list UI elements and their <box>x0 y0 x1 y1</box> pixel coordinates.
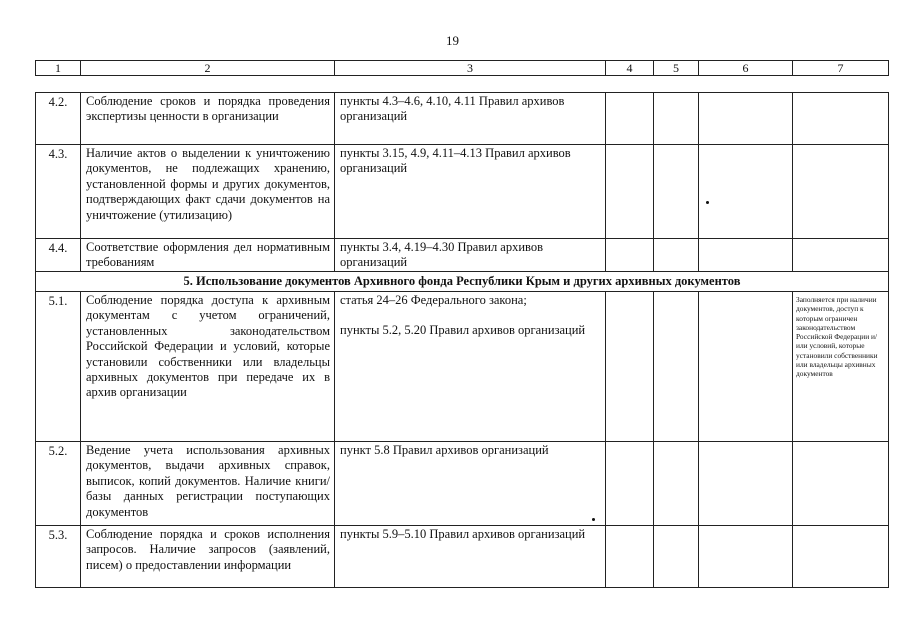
header-col-7: 7 <box>793 61 889 76</box>
blank-cell <box>699 292 793 442</box>
row-number: 5.2. <box>36 442 81 526</box>
scan-speck <box>592 518 595 521</box>
table-row <box>36 93 889 145</box>
reference-cell <box>335 442 606 526</box>
table-row <box>36 526 889 588</box>
page-number: 19 <box>446 33 459 48</box>
table-row <box>36 292 889 442</box>
row-number: 5.1. <box>36 292 81 442</box>
reference-text: пункты 3.4, 4.19–4.30 Правил архивов организаций <box>340 240 544 270</box>
table-row <box>36 442 889 526</box>
header-col-1: 1 <box>36 61 81 76</box>
reference-cell <box>335 292 606 442</box>
section-row <box>36 272 889 292</box>
row-number: 4.3. <box>36 145 81 239</box>
reference-cell <box>335 526 606 588</box>
blank-cell <box>654 292 699 442</box>
blank-cell <box>654 93 699 145</box>
blank-cell <box>606 239 654 272</box>
reference-text: пункты 5.2, 5.20 Правил архивов организаций <box>340 323 586 338</box>
reference-cell <box>335 239 606 272</box>
table-row <box>36 239 889 272</box>
blank-cell <box>654 239 699 272</box>
blank-cell <box>606 292 654 442</box>
requirement-text: Соблюдение порядка доступа к архивным документам с учетом ограничений, установленных законодательством Российской Федерации и условий, которые установили собственники или владельцы архивных документов при передаче их в архив организации <box>81 292 335 442</box>
row-number: 4.2. <box>36 93 81 145</box>
blank-cell <box>606 526 654 588</box>
blank-cell <box>793 526 889 588</box>
note-text: Заполняется при наличии документов, доступ к которым ограничен законодательством Российской Федерации и/или условий, которые установили собственники или владельцы архивных документов <box>793 292 889 442</box>
requirement-text: Наличие актов о выделении к уничтожению документов, не подлежащих хранению, установленной формы и других документов, подтверждающих факт сдачи документов на уничтожение (утилизацию) <box>81 145 335 239</box>
reference-text: пункты 4.3–4.6, 4.10, 4.11 Правил архивов организаций <box>340 94 565 124</box>
blank-cell <box>699 239 793 272</box>
reference-text: пункт 5.8 Правил архивов организаций <box>340 443 549 457</box>
row-number: 4.4. <box>36 239 81 272</box>
row-number: 5.3. <box>36 526 81 588</box>
header-col-3: 3 <box>335 61 606 76</box>
blank-cell <box>606 145 654 239</box>
header-col-5: 5 <box>654 61 699 76</box>
header-col-4: 4 <box>606 61 654 76</box>
blank-cell <box>699 93 793 145</box>
reference-cell <box>335 93 606 145</box>
checklist-table <box>35 92 889 588</box>
reference-cell <box>335 145 606 239</box>
blank-cell <box>793 239 889 272</box>
requirement-text: Соблюдение сроков и порядка проведения экспертизы ценности в организации <box>81 93 335 145</box>
blank-cell <box>793 145 889 239</box>
reference-text: пункты 3.15, 4.9, 4.11–4.13 Правил архивов организаций <box>340 146 571 176</box>
header-col-2: 2 <box>81 61 335 76</box>
blank-cell <box>793 93 889 145</box>
header-col-6: 6 <box>699 61 793 76</box>
reference-text: пункты 5.9–5.10 Правил архивов организаций <box>340 527 586 541</box>
reference-text: статья 24–26 Федерального закона; <box>340 293 527 307</box>
column-number-header <box>35 60 889 76</box>
section-title: 5. Использование документов Архивного фонда Республики Крым и других архивных документов <box>36 272 889 292</box>
blank-cell <box>793 442 889 526</box>
blank-cell <box>699 442 793 526</box>
blank-cell <box>654 442 699 526</box>
blank-cell <box>654 526 699 588</box>
blank-cell <box>699 145 793 239</box>
requirement-text: Соответствие оформления дел нормативным требованиям <box>81 239 335 272</box>
blank-cell <box>699 526 793 588</box>
scan-speck <box>706 201 709 204</box>
table-row <box>36 145 889 239</box>
blank-cell <box>606 442 654 526</box>
requirement-text: Ведение учета использования архивных документов, выдачи архивных справок, выписок, копий документов. Наличие книги/базы данных регистрации поступающих документов <box>81 442 335 526</box>
requirement-text: Соблюдение порядка и сроков исполнения запросов. Наличие запросов (заявлений, писем) о предоставлении информации <box>81 526 335 588</box>
blank-cell <box>606 93 654 145</box>
blank-cell <box>654 145 699 239</box>
